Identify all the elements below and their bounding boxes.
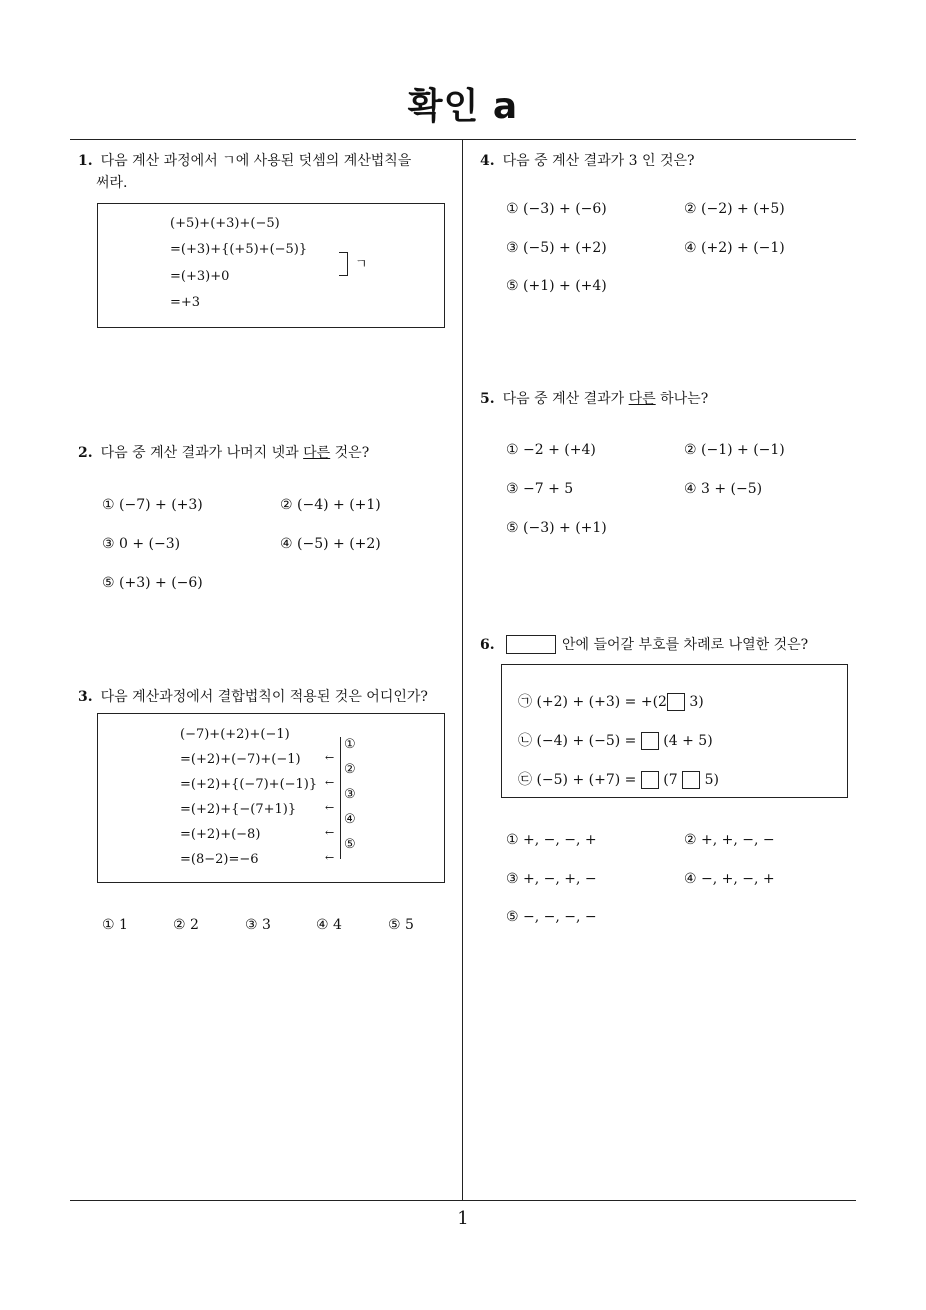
sign-blank[interactable] [682,771,700,789]
calc-line: (+5)+(+3)+(−5) [170,216,280,231]
option-2[interactable]: ② (−2) + (+5) [684,201,785,217]
calc-line: =(+2)+{(−7)+(−1)} [180,777,318,792]
row-expression-mid: (4 + 5) [663,733,713,749]
question-text: 다음 중 계산 결과가 나머지 넷과 [100,445,304,461]
calc-line: =(+2)+{−(7+1)} [180,802,297,817]
row-expression: (−5) + (+7) = [536,772,637,788]
option-2[interactable]: ② (−4) + (+1) [280,497,381,513]
question-1 [78,150,458,194]
calc-line: (−7)+(+2)+(−1) [180,727,290,742]
calc-line: =+3 [170,295,201,310]
row-expression-end: 3) [689,694,704,710]
option-3[interactable]: ③ −7 + 5 [506,481,574,497]
option-5[interactable]: ⑤ (+3) + (−6) [102,575,203,591]
row-expression-mid: (7 [663,772,678,788]
question-text-end: 하나는? [655,391,709,407]
answer-blank-box [506,635,556,654]
bracket [339,252,348,276]
sign-blank[interactable] [667,693,685,711]
expression-row-b [518,730,713,750]
question-text: 다음 계산과정에서 결합법칙이 적용된 것은 어디인가? [100,689,428,705]
expression-row-c [518,769,719,789]
row-expression-end: 5) [704,772,719,788]
question-number: 2. [78,445,93,461]
bracket-label: ㄱ [355,257,368,272]
option-5[interactable]: ⑤ 5 [388,917,414,933]
underlined-word: 다른 [628,391,656,407]
option-4[interactable]: ④ (+2) + (−1) [684,240,785,256]
underlined-word: 다른 [303,445,331,461]
bottom-rule [70,1200,856,1201]
arrow-icon: ← [325,801,335,814]
option-1[interactable]: ① −2 + (+4) [506,442,596,458]
page-number: 1 [457,1208,469,1229]
step-mark: ② [344,762,356,777]
option-5[interactable]: ⑤ (+1) + (+4) [506,278,607,294]
question-text-cont: 써라. [96,175,128,191]
question-text: 다음 중 계산 결과가 [502,391,629,407]
question-3 [78,686,460,708]
question-text: 다음 계산 과정에서 ㄱ에 사용된 덧셈의 계산법칙을 [100,153,412,169]
page-title: 확인 a [407,86,519,127]
question-2 [78,442,458,464]
question-number: 5. [480,391,495,407]
option-1[interactable]: ① (−7) + (+3) [102,497,203,513]
row-label: ㉡ [518,733,532,749]
calc-line: =(+2)+(−7)+(−1) [180,752,301,767]
step-mark: ③ [344,787,356,802]
option-3[interactable]: ③ +, −, +, − [506,871,597,887]
row-label: ㉠ [518,694,532,710]
expression-row-a [518,691,704,711]
option-4[interactable]: ④ 4 [316,917,342,933]
top-rule [70,139,856,140]
sign-blank[interactable] [641,771,659,789]
arrow-icon: ← [325,776,335,789]
sign-blank[interactable] [641,732,659,750]
calc-line: =(+3)+{(+5)+(−5)} [170,242,308,257]
question-4 [480,150,850,172]
column-divider [462,139,463,1200]
question-text: 안에 들어갈 부호를 차례로 나열한 것은? [562,637,809,653]
option-5[interactable]: ⑤ −, −, −, − [506,909,597,925]
question-text-end: 것은? [330,445,370,461]
option-3[interactable]: ③ (−5) + (+2) [506,240,607,256]
option-4[interactable]: ④ 3 + (−5) [684,481,763,497]
option-5[interactable]: ⑤ (−3) + (+1) [506,520,607,536]
question-number: 3. [78,689,93,705]
option-4[interactable]: ④ (−5) + (+2) [280,536,381,552]
question-5 [480,388,850,410]
option-3[interactable]: ③ 0 + (−3) [102,536,181,552]
option-1[interactable]: ① 1 [102,917,128,933]
question-number: 1. [78,153,93,169]
option-2[interactable]: ② +, +, −, − [684,832,775,848]
option-2[interactable]: ② (−1) + (−1) [684,442,785,458]
step-mark: ① [344,737,356,752]
row-label: ㉢ [518,772,532,788]
step-mark: ④ [344,812,356,827]
option-2[interactable]: ② 2 [173,917,199,933]
calc-line: =(+3)+0 [170,269,230,284]
arrow-icon: ← [325,826,335,839]
question-number: 6. [480,637,495,653]
row-expression: (−4) + (−5) = [536,733,637,749]
calc-line: =(+2)+(−8) [180,827,261,842]
calc-line: =(8−2)=−6 [180,852,259,867]
option-3[interactable]: ③ 3 [245,917,271,933]
step-mark: ⑤ [344,837,356,852]
question-6-number [480,634,505,656]
option-4[interactable]: ④ −, +, −, + [684,871,775,887]
option-1[interactable]: ① (−3) + (−6) [506,201,607,217]
question-6 [562,634,852,656]
question-text: 다음 중 계산 결과가 3 인 것은? [502,153,695,169]
step-bracket [340,737,341,859]
arrow-icon: ← [325,751,335,764]
arrow-icon: ← [325,851,335,864]
row-expression: (+2) + (+3) = +(2 [536,694,667,710]
option-1[interactable]: ① +, −, −, + [506,832,597,848]
question-number: 4. [480,153,495,169]
